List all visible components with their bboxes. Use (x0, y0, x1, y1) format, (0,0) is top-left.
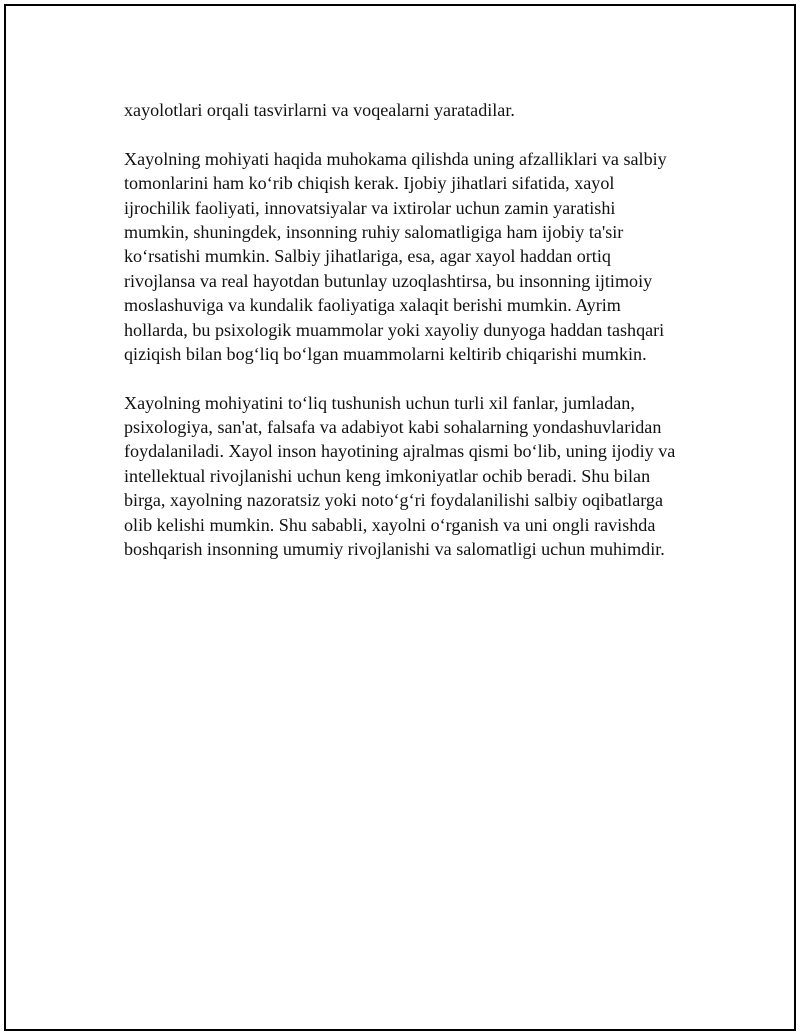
text-line: ijrochilik faoliyati, innovatsiyalar va ixtirolar uchun zamin yaratishi (124, 197, 616, 218)
text-line: birga, xayolning nazoratsiz yoki notoʻgʻri foydalanilishi salbiy oqibatlarga (124, 490, 664, 511)
text-line: foydalaniladi. Xayol inson hayotining ajralmas qismi boʻlib, uning ijodiy va (124, 441, 676, 462)
text-line: intellektual rivojlanishi uchun keng imkoniyatlar ochib beradi. Shu bilan (124, 465, 651, 486)
paragraph-1 (124, 98, 714, 122)
text-line: qiziqish bilan bogʻliq boʻlgan muammolarni keltirib chiqarishi mumkin. (124, 343, 647, 364)
text-line: hollarda, bu psixologik muammolar yoki xayoliy dunyoga haddan tashqari (124, 319, 665, 340)
text-line: koʻrsatishi mumkin. Salbiy jihatlariga, esa, agar xayol haddan ortiq (124, 246, 611, 267)
text-line: Xayolning mohiyatini toʻliq tushunish uchun turli xil fanlar, jumladan, (124, 392, 635, 413)
text-line: psixologiya, san'at, falsafa va adabiyot kabi sohalarning yondashuvlaridan (124, 417, 662, 438)
document-body (124, 98, 714, 561)
paragraph-2 (124, 147, 714, 367)
paragraph-3 (124, 391, 714, 562)
page-frame (4, 4, 796, 1031)
text-line: mumkin, shuningdek, insonning ruhiy salomatligiga ham ijobiy ta'sir (124, 221, 624, 242)
text-line: boshqarish insonning umumiy rivojlanishi va salomatligi uchun muhimdir. (124, 539, 665, 560)
text-line: rivojlansa va real hayotdan butunlay uzoqlashtirsa, bu insonning ijtimoiy (124, 270, 653, 291)
text-line: olib kelishi mumkin. Shu sababli, xayolni oʻrganish va uni ongli ravishda (124, 514, 656, 535)
text-line: Xayolning mohiyati haqida muhokama qilishda uning afzalliklari va salbiy (124, 148, 667, 169)
text-line: moslashuviga va kundalik faoliyatiga xalaqit berishi mumkin. Ayrim (124, 295, 621, 316)
text-line: tomonlarini ham koʻrib chiqish kerak. Ijobiy jihatlari sifatida, xayol (124, 173, 615, 194)
text-line: xayolotlari orqali tasvirlarni va voqealarni yaratadilar. (124, 100, 515, 120)
